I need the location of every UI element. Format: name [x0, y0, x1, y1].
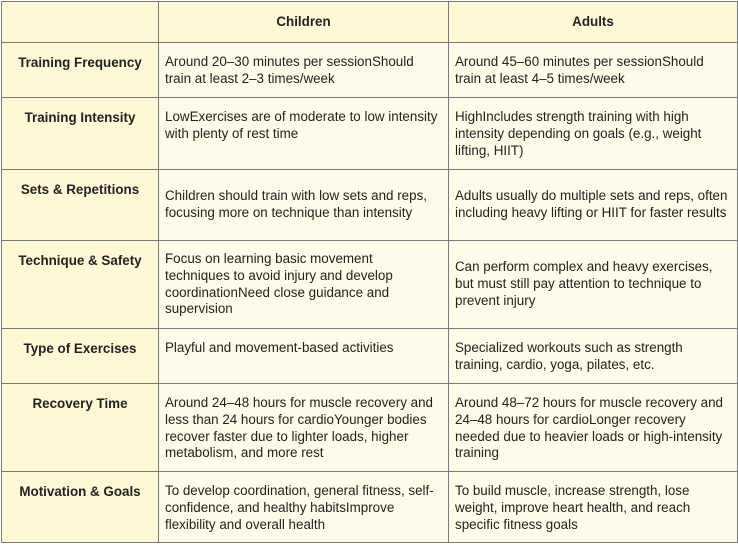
cell-adults-technique-safety: Can perform complex and heavy exercises, but must still pay attention to technique to prevent injury: [449, 241, 738, 329]
table-row: [2, 170, 738, 241]
cell-adults-motivation-goals: To build muscle, increase strength, lose weight, improve heart health, and reach specific fitness goals: [449, 472, 738, 543]
header-adults: Adults: [449, 2, 738, 43]
table-row: [2, 98, 738, 170]
row-label-sets-repetitions: Sets & Repetitions: [2, 170, 159, 241]
cell-children-type-of-exercises: Playful and movement-based activities: [159, 329, 449, 384]
row-label-training-frequency: Training Frequency: [2, 43, 159, 98]
row-label-motivation-goals: Motivation & Goals: [2, 472, 159, 543]
table-row: [2, 43, 738, 98]
table-row: [2, 329, 738, 384]
header-row: [2, 2, 738, 43]
row-label-technique-safety: Technique & Safety: [2, 241, 159, 329]
cell-adults-training-frequency: Around 45–60 minutes per sessionShould train at least 4–5 times/week: [449, 43, 738, 98]
row-label-training-intensity: Training Intensity: [2, 98, 159, 170]
table-row: [2, 241, 738, 329]
cell-children-technique-safety: Focus on learning basic movement techniques to avoid injury and develop coordinationNeed close guidance and supervision: [159, 241, 449, 329]
header-corner-cell: [2, 2, 159, 43]
table-body: [2, 43, 738, 543]
cell-children-recovery-time: Around 24–48 hours for muscle recovery and less than 24 hours for cardioYounger bodies recover faster due to lighter loads, higher metabolism, and more rest: [159, 384, 449, 472]
cell-children-sets-repetitions: Children should train with low sets and reps, focusing more on technique than intensity: [159, 170, 449, 241]
cell-adults-sets-repetitions: Adults usually do multiple sets and reps, often including heavy lifting or HIIT for faster results: [449, 170, 738, 241]
table-row: [2, 384, 738, 472]
cell-children-training-frequency: Around 20–30 minutes per sessionShould train at least 2–3 times/week: [159, 43, 449, 98]
table-row: [2, 472, 738, 543]
cell-adults-training-intensity: HighIncludes strength training with high intensity depending on goals (e.g., weight lifting, HIIT): [449, 98, 738, 170]
cell-children-training-intensity: LowExercises are of moderate to low intensity with plenty of rest time: [159, 98, 449, 170]
table-header: [2, 2, 738, 43]
cell-children-motivation-goals: To develop coordination, general fitness, self-confidence, and healthy habitsImprove flexibility and overall health: [159, 472, 449, 543]
cell-adults-type-of-exercises: Specialized workouts such as strength training, cardio, yoga, pilates, etc.: [449, 329, 738, 384]
row-label-type-of-exercises: Type of Exercises: [2, 329, 159, 384]
cell-adults-recovery-time: Around 48–72 hours for muscle recovery and 24–48 hours for cardioLonger recovery needed due to heavier loads or high-intensity training: [449, 384, 738, 472]
comparison-table: [1, 1, 738, 543]
row-label-recovery-time: Recovery Time: [2, 384, 159, 472]
header-children: Children: [159, 2, 449, 43]
